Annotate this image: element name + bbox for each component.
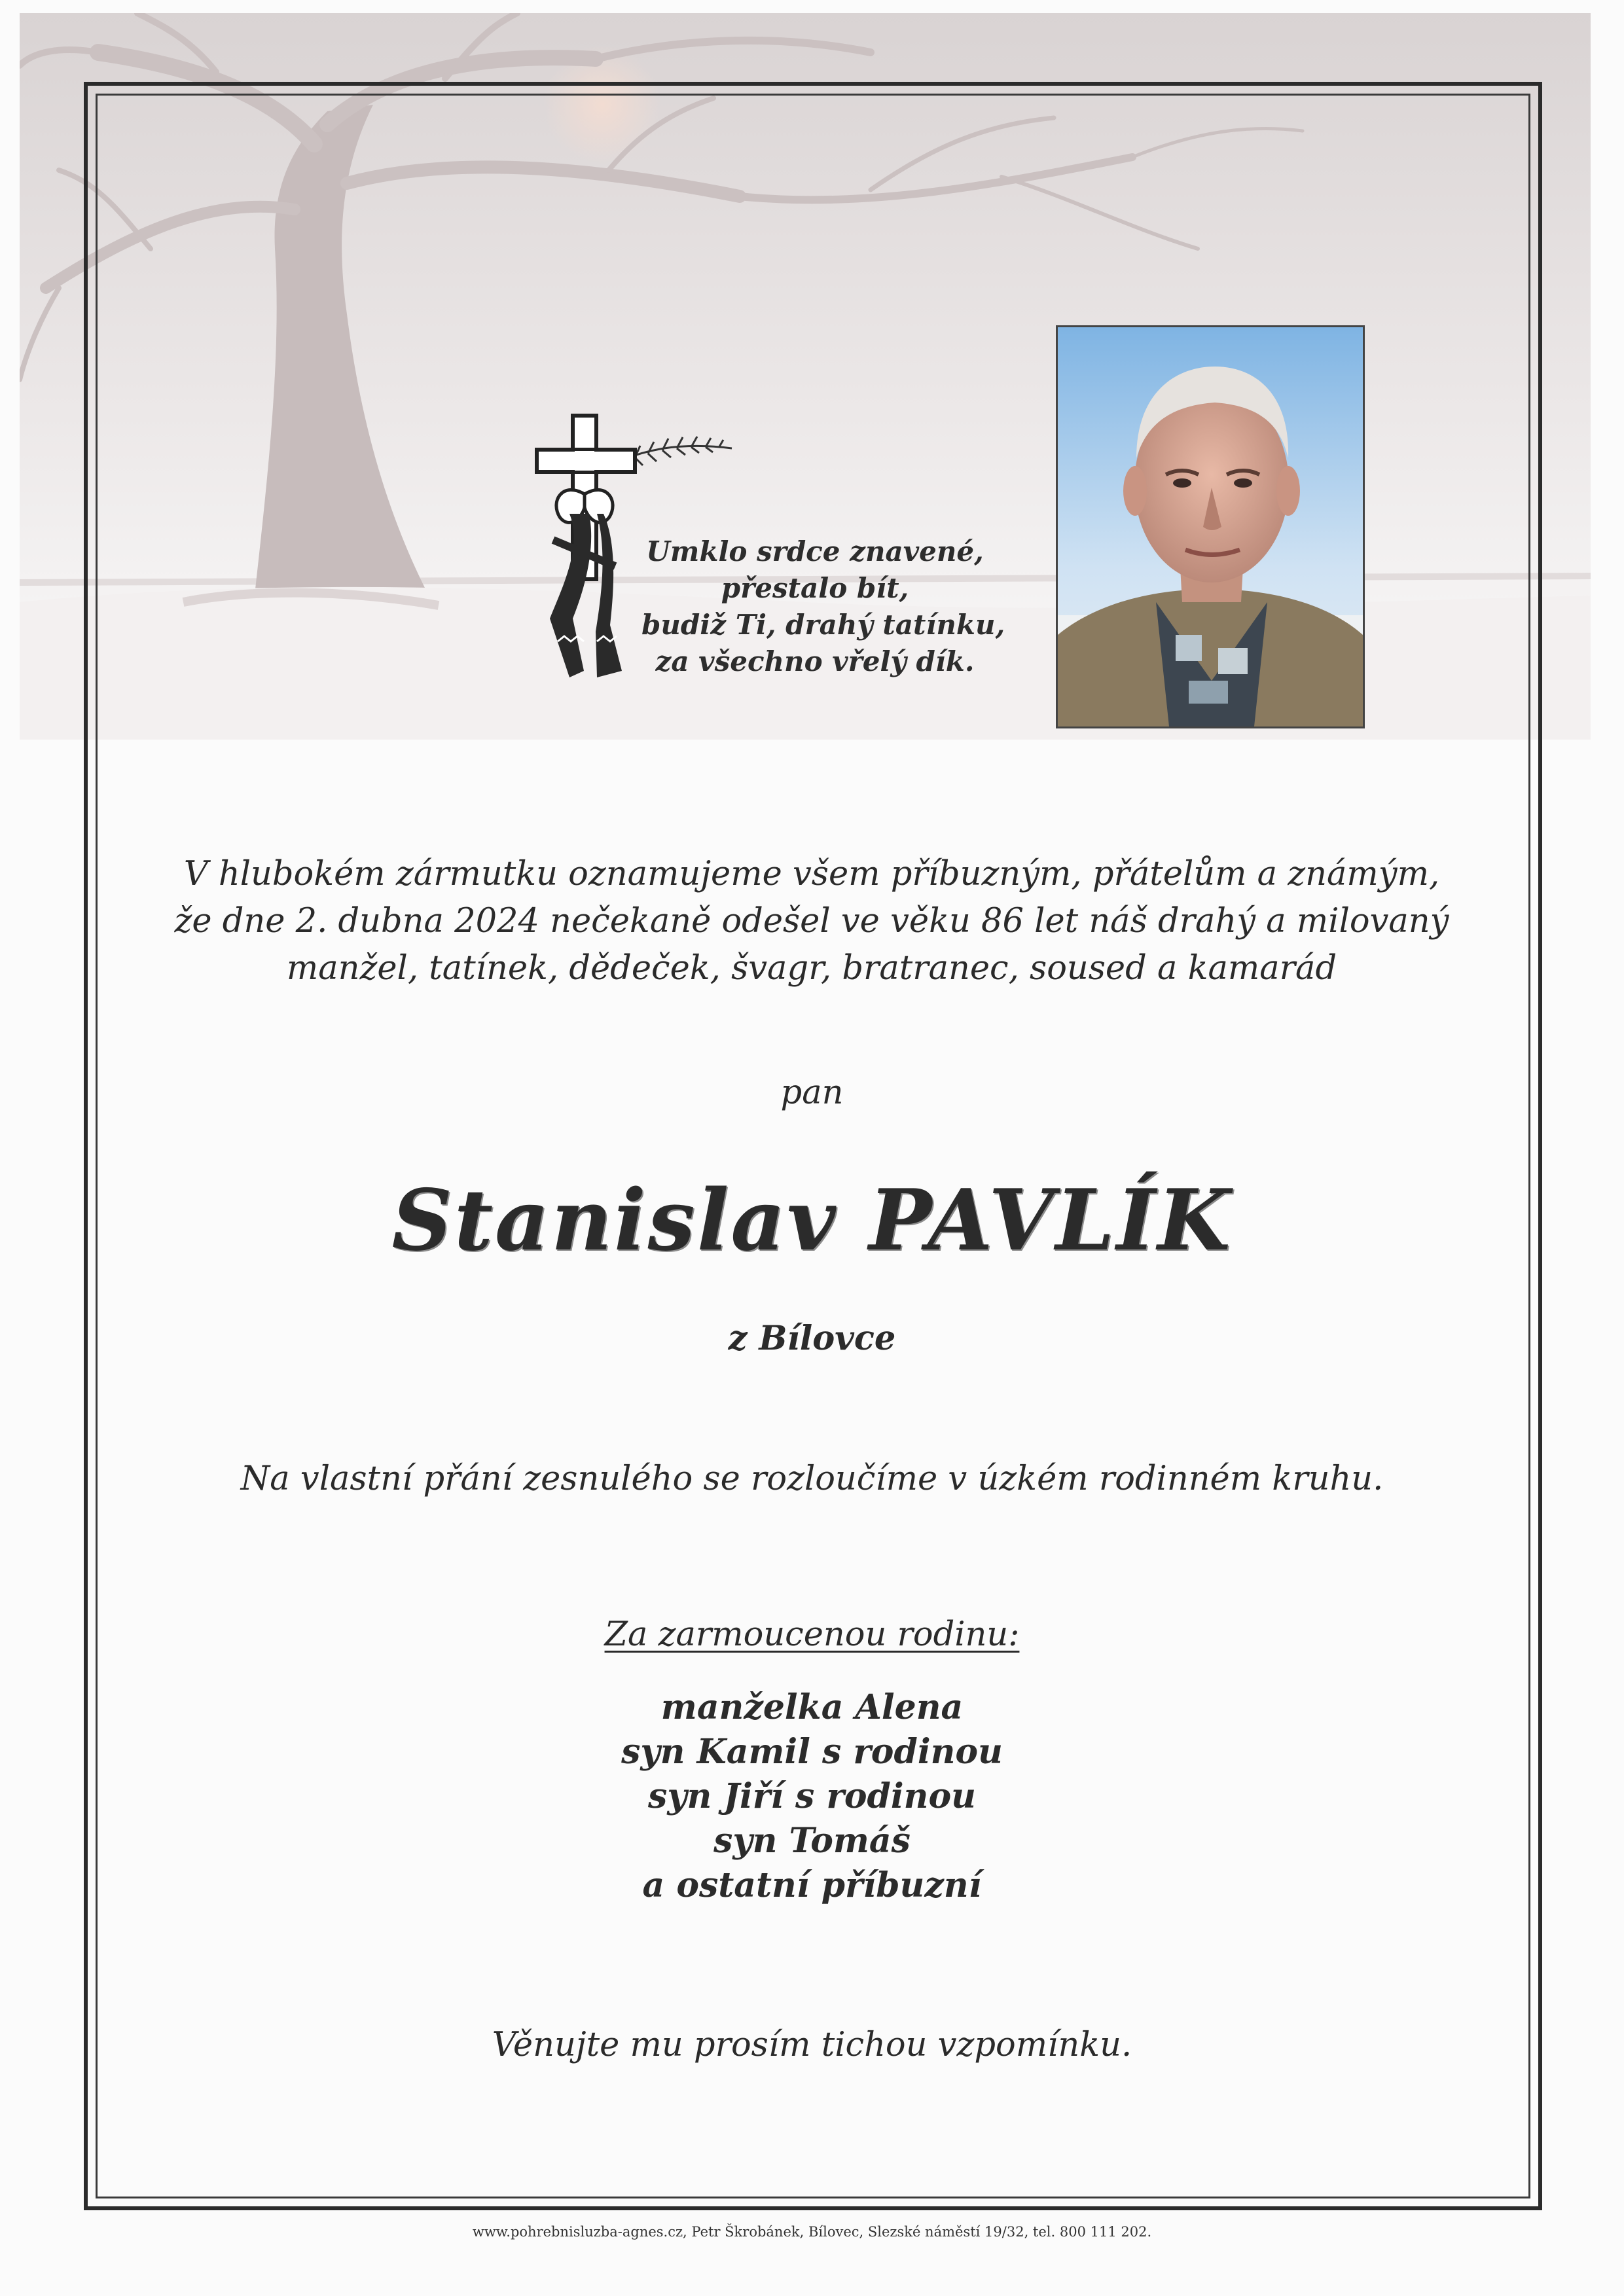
deceased-name: Stanislav PAVLÍK	[391, 1172, 1233, 1270]
announcement-line: manžel, tatínek, dědeček, švagr, bratranec, soused a kamarád	[286, 949, 1337, 988]
farewell-notice: Na vlastní přání zesnulého se rozloučíme v úzkém rodinném kruhu.	[240, 1460, 1384, 1498]
family-heading-text: Za zarmoucenou rodinu:	[604, 1615, 1020, 1654]
funeral-service-footer: www.pohrebnisluzba-agnes.cz, Petr Škrobánek, Bílovec, Slezské náměstí 19/32, tel. 800 111 202.	[472, 2224, 1152, 2240]
family-member: syn Jiří s rodinou	[648, 1776, 976, 1816]
family-member: syn Tomáš	[713, 1821, 911, 1861]
verse-line: Umklo srdce znavené,	[646, 535, 984, 567]
verse-line: za všechno vřelý dík.	[655, 645, 975, 677]
portrait-photo	[1056, 325, 1365, 728]
family-members	[0, 1685, 1624, 1908]
closing-line: Věnujte mu prosím tichou vzpomínku.	[492, 2026, 1132, 2064]
verse-line: přestalo bít,	[721, 572, 909, 604]
announcement-text	[164, 851, 1460, 992]
family-member: syn Kamil s rodinou	[621, 1732, 1003, 1772]
hometown: z Bílovce	[728, 1319, 896, 1358]
family-heading	[0, 1615, 1624, 1654]
verse-line: budiž Ti, drahý tatínku,	[641, 609, 1005, 641]
family-member: manželka Alena	[660, 1687, 964, 1727]
family-member: a ostatní příbuzní	[642, 1865, 982, 1905]
honorific: pan	[780, 1073, 844, 1112]
announcement-line: V hlubokém zármutku oznamujeme všem příbuzným, přátelům a známým,	[183, 855, 1440, 893]
memorial-verse	[641, 533, 1005, 680]
announcement-line: že dne 2. dubna 2024 nečekaně odešel ve věku 86 let náš drahý a milovaný	[174, 902, 1449, 941]
